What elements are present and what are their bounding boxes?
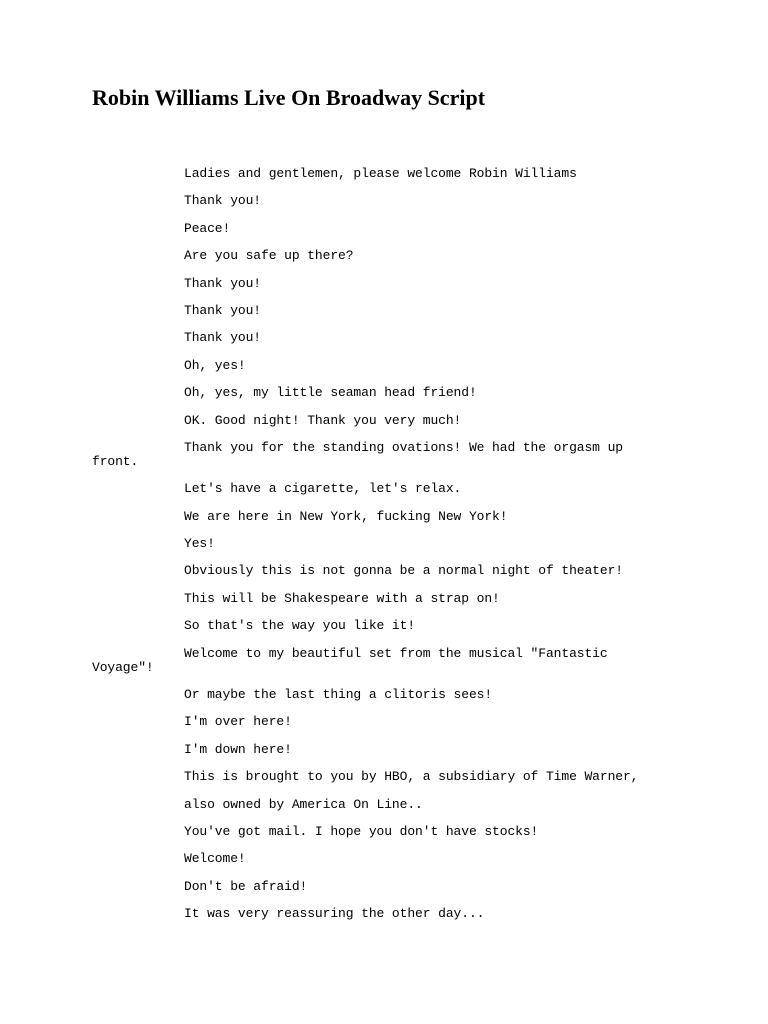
script-line: Oh, yes, my little seaman head friend! [184,385,477,401]
script-line: Welcome to my beautiful set from the musical "Fantastic Voyage"! [92,645,608,675]
script-line: OK. Good night! Thank you very much! [184,412,462,428]
script-line: Obviously this is not gonna be a normal night of theater! [184,563,623,579]
script-body [92,167,692,935]
script-line: Are you safe up there? [184,248,354,264]
script-line: Oh, yes! [184,357,246,373]
script-line: Let's have a cigarette, let's relax. [184,481,462,497]
script-line: also owned by America On Line.. [184,796,423,812]
script-line: Or maybe the last thing a clitoris sees! [184,687,493,703]
script-line: Thank you for the standing ovations! We had the orgasm up front. [92,439,623,469]
script-line: This is brought to you by HBO, a subsidiary of Time Warner, [184,769,639,785]
script-line: Welcome! [184,851,246,867]
script-line: Don't be afraid! [184,878,308,894]
script-line: It was very reassuring the other day... [184,906,485,922]
script-line: We are here in New York, fucking New York! [184,508,508,524]
script-line: I'm down here! [184,741,292,757]
script-line: This will be Shakespeare with a strap on! [184,590,500,606]
script-line: I'm over here! [184,714,292,730]
script-line: Thank you! [184,193,262,209]
script-line: Thank you! [184,275,262,291]
script-line: Thank you! [184,330,262,346]
script-line: You've got mail. I hope you don't have stocks! [184,823,539,839]
document-title: Robin Williams Live On Broadway Script [92,85,486,110]
script-line: Ladies and gentlemen, please welcome Robin Williams [184,166,577,181]
script-line: Thank you! [184,302,262,318]
script-line: Peace! [184,220,231,236]
script-line: Yes! [184,536,215,552]
script-line: So that's the way you like it! [184,618,416,634]
